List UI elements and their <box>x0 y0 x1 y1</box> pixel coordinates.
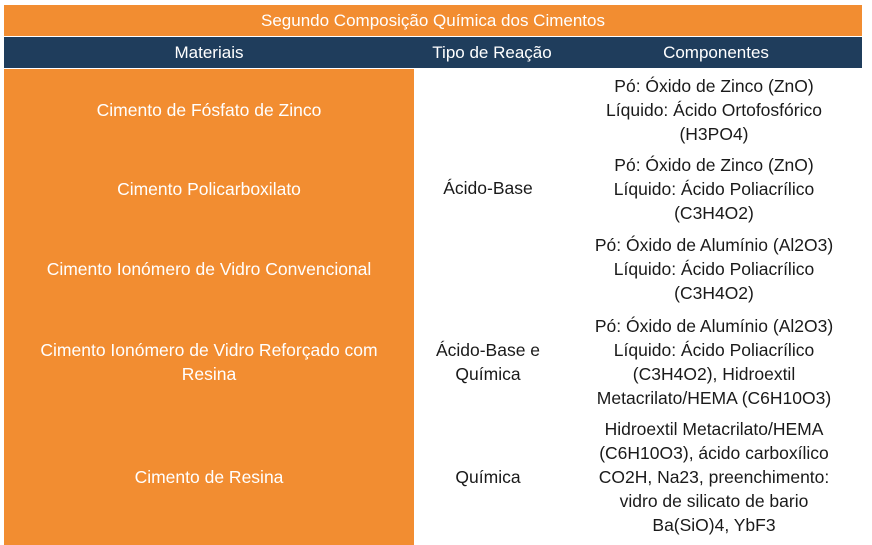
material-cell: Cimento Policarboxilato <box>117 179 301 199</box>
components-cell: Hidroextil Metacrilato/HEMA (C6H10O3), ácido carboxílico CO2H, Na23, preenchimento: vidro de silicato de bario Ba(SiO)4, YbF3 <box>598 419 830 535</box>
table-title: Segundo Composição Química dos Cimentos <box>4 5 862 36</box>
reaction-type-cell: Química <box>455 467 521 487</box>
table-header-row <box>4 37 862 68</box>
components-cell: Pó: Óxido de Alumínio (Al2O3) Líquido: Ácido Poliacrílico (C3H4O2), Hidroextil Metacrilato/HEMA (C6H10O3) <box>594 316 834 408</box>
reaction-type-cell: Ácido-Base e Química <box>435 340 541 384</box>
header-tipo-de-reacao: Tipo de Reação <box>432 42 552 62</box>
components-cell: Pó: Óxido de Alumínio (Al2O3) Líquido: Ácido Poliacrílico (C3H4O2) <box>594 235 834 303</box>
material-cell: Cimento Ionómero de Vidro Reforçado com Resina <box>40 340 378 384</box>
reaction-type-cell: Ácido-Base <box>443 178 533 198</box>
material-cell: Cimento Ionómero de Vidro Convencional <box>46 259 372 279</box>
header-materiais: Materiais <box>174 42 244 62</box>
material-cell: Cimento de Fósfato de Zinco <box>96 100 322 120</box>
header-componentes: Componentes <box>663 42 769 62</box>
components-cell: Pó: Óxido de Zinco (ZnO) Líquido: Ácido Ortofosfórico (H3PO4) <box>606 76 822 144</box>
components-cell: Pó: Óxido de Zinco (ZnO) Líquido: Ácido Poliacrílico (C3H4O2) <box>613 155 815 223</box>
material-cell: Cimento de Resina <box>134 467 284 487</box>
